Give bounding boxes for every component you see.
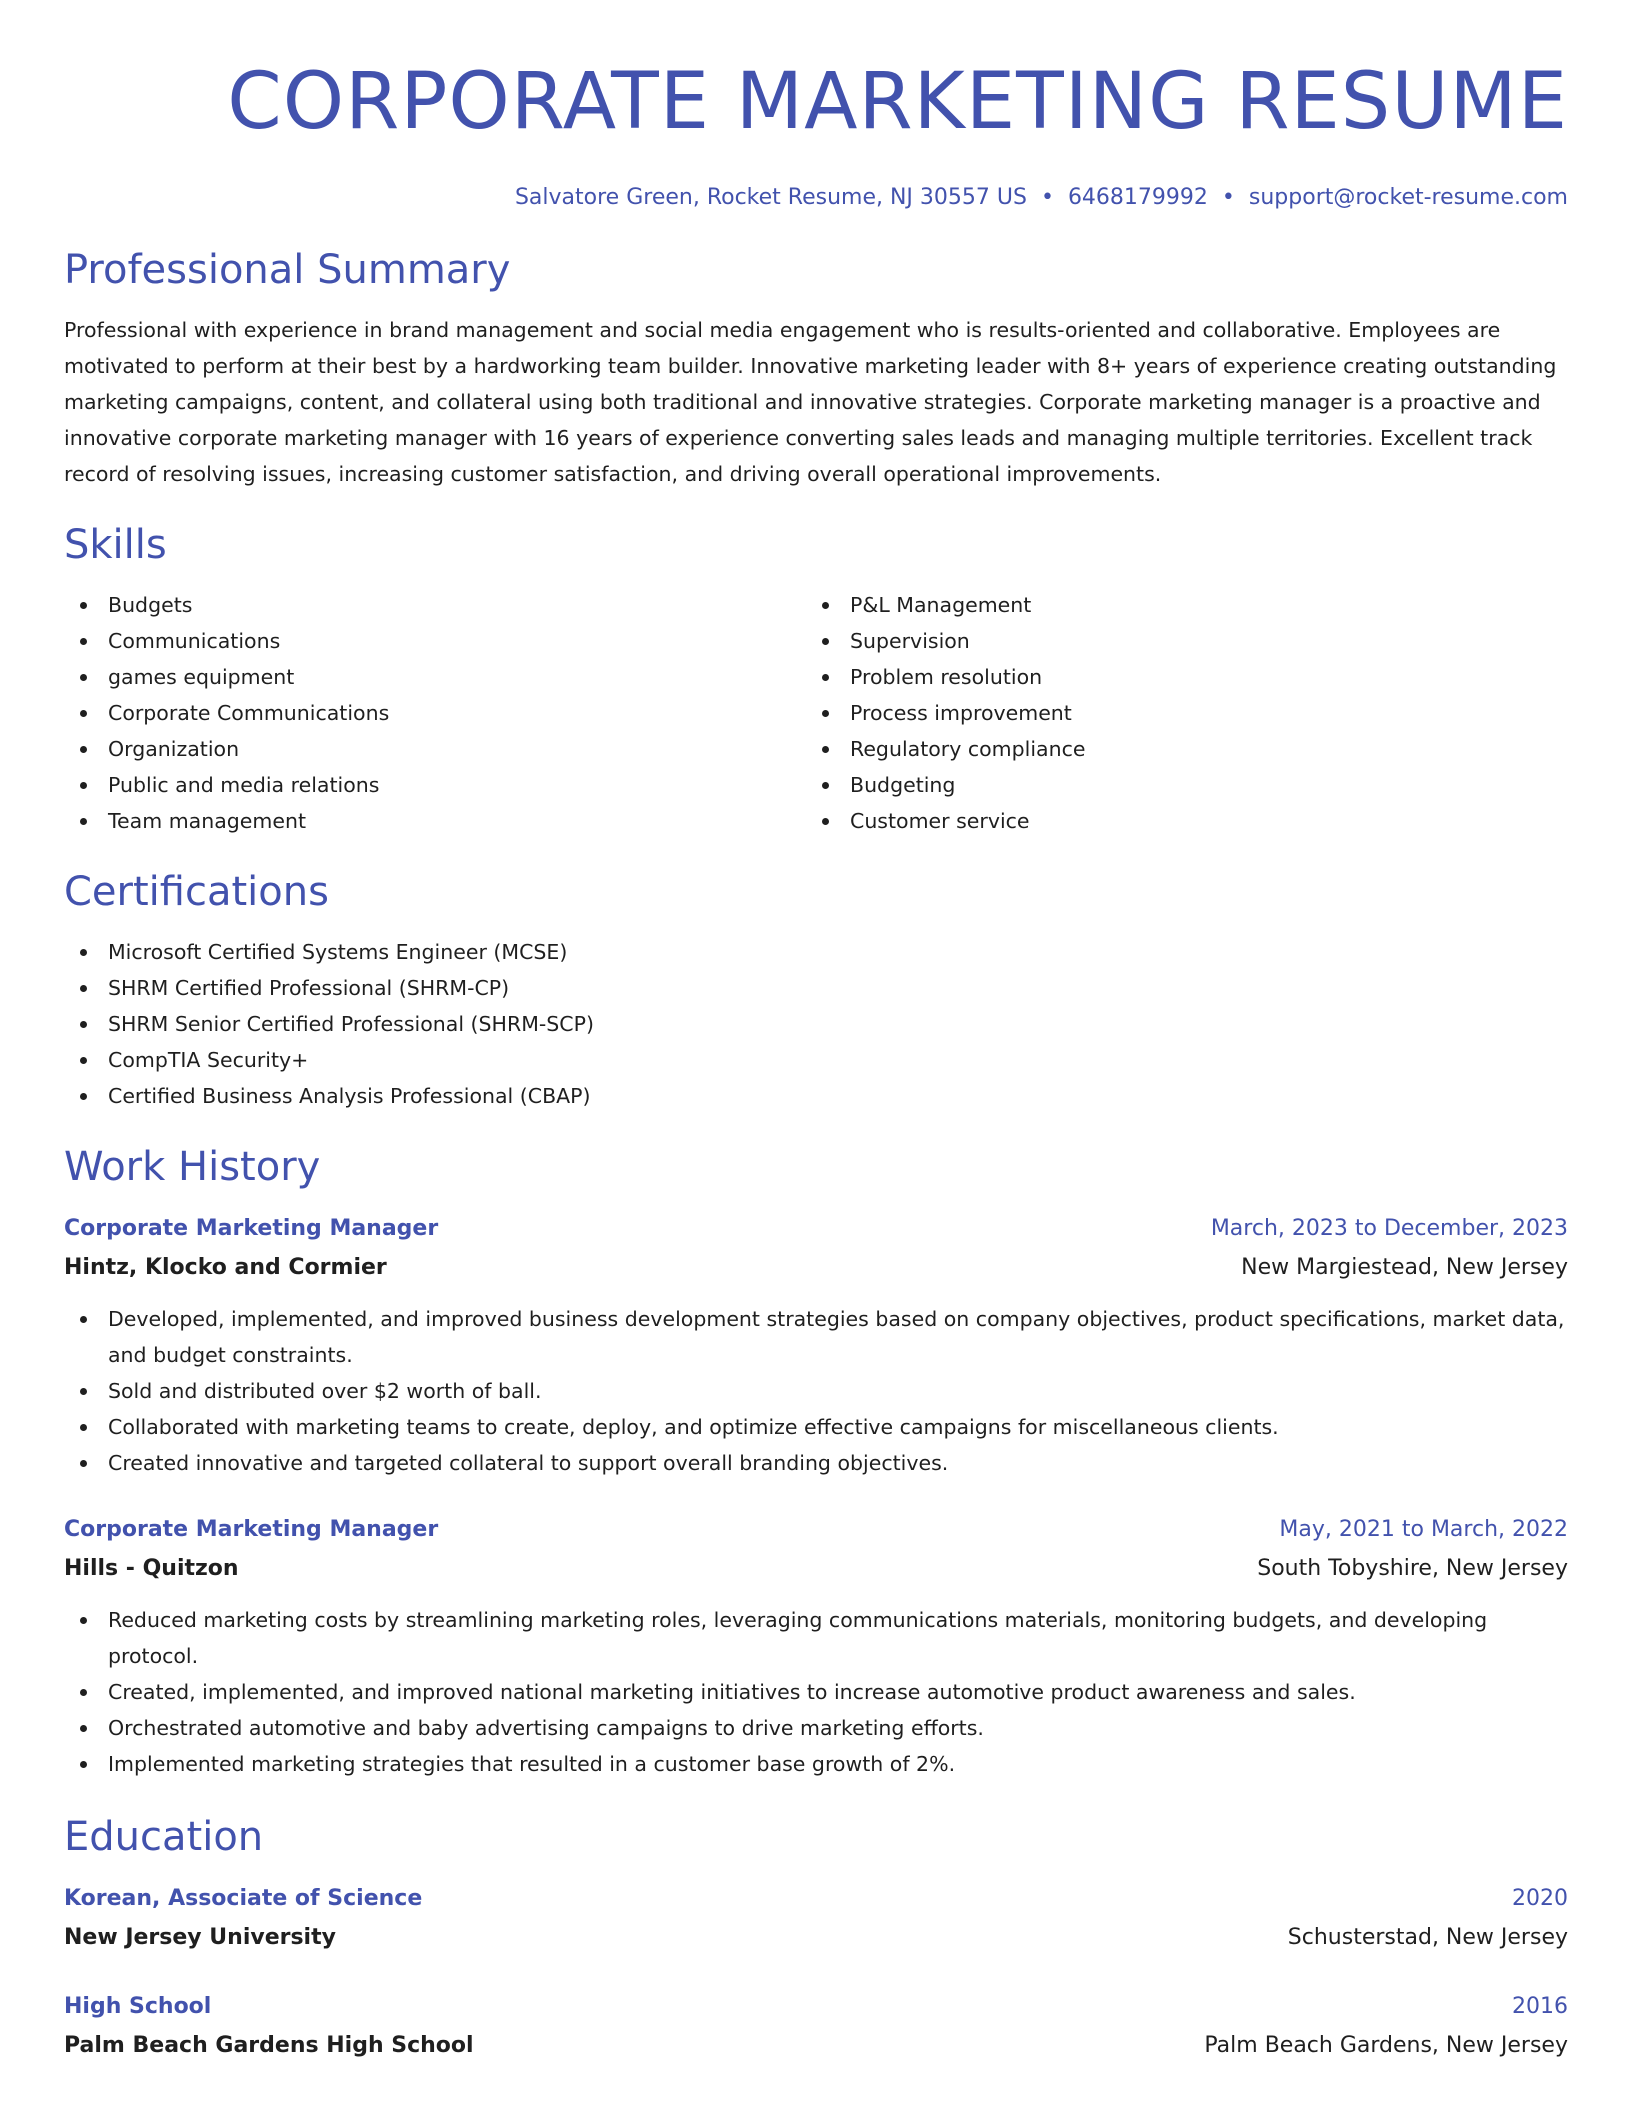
education-degree: High School [64,1994,212,2019]
certification-item: Microsoft Certified Systems Engineer (MCSE) [64,934,1568,970]
skills-list-left [64,587,806,839]
resume-title: CORPORATE MARKETING RESUME [227,57,1568,147]
education-degree: Korean, Associate of Science [64,1886,423,1911]
education-year: 2020 [1512,1886,1568,1911]
education-entry [64,1988,1568,2066]
job-role: Corporate Marketing Manager [64,1216,439,1241]
certification-item: Certified Business Analysis Professional (CBAP) [64,1078,1568,1114]
job-bullets [64,1602,1568,1782]
education-header-row [64,1880,1568,1918]
work-history-heading: Work History [64,1144,321,1190]
job-company-row [64,1248,1568,1288]
contact-separator: • [1040,185,1054,210]
job-bullet: Created innovative and targeted collateral to support overall branding objectives. [64,1445,1568,1481]
education-location: Schusterstad, New Jersey [1287,1925,1568,1950]
certification-item: SHRM Senior Certified Professional (SHRM-SCP) [64,1006,1568,1042]
skill-item: games equipment [64,659,806,695]
contact-address: Salvatore Green, Rocket Resume, NJ 30557 US [514,185,1027,210]
job-dates: May, 2021 to March, 2022 [1279,1517,1568,1542]
contact-line [64,183,1568,213]
job-entry [64,1210,1568,1481]
job-bullet: Developed, implemented, and improved business development strategies based on company objectives, product specifications, market data, and budget constraints. [64,1301,1568,1373]
job-bullet: Created, implemented, and improved national marketing initiatives to increase automotive product awareness and sales. [64,1674,1568,1710]
summary-text: Professional with experience in brand management and social media engagement who is results-oriented and collaborative. Employees are motivated to perform at their best by a hardworking team builder. Innovative marketing leader with 8+ years of experience creating outstanding marketing campaigns, content, and collateral using both traditional and innovative strategies. Corporate marketing manager is a proactive and innovative corporate marketing manager with 16 years of experience converting sales leads and managing multiple territories. Excellent track record of resolving issues, increasing customer satisfaction, and driving overall operational improvements. [64,318,1557,486]
education-header-row [64,1988,1568,2026]
job-bullet: Reduced marketing costs by streamlining marketing roles, leveraging communications materials, monitoring budgets, and developing protocol. [64,1602,1568,1674]
skills-columns [64,587,1568,839]
skill-item: Problem resolution [806,659,1548,695]
job-location: New Margiestead, New Jersey [1241,1255,1568,1280]
contact-separator: • [1221,185,1235,210]
skill-item: Budgets [64,587,806,623]
job-bullet: Sold and distributed over $2 worth of ball. [64,1373,1568,1409]
skill-item: Public and media relations [64,767,806,803]
education-school-row [64,2026,1568,2066]
job-entry [64,1511,1568,1782]
skill-item: P&L Management [806,587,1548,623]
contact-phone: 6468179992 [1067,185,1208,210]
job-company: Hills - Quitzon [64,1556,239,1581]
skill-item: Budgeting [806,767,1548,803]
education-heading: Education [64,1814,264,1860]
education-school-row [64,1918,1568,1958]
skill-item: Organization [64,731,806,767]
education-school: New Jersey University [64,1925,336,1950]
job-role: Corporate Marketing Manager [64,1517,439,1542]
job-header-row [64,1210,1568,1248]
skill-item: Communications [64,623,806,659]
education-school: Palm Beach Gardens High School [64,2033,474,2058]
job-company-row [64,1549,1568,1589]
job-bullet: Collaborated with marketing teams to create, deploy, and optimize effective campaigns for miscellaneous clients. [64,1409,1568,1445]
skill-item: Team management [64,803,806,839]
certification-item: SHRM Certified Professional (SHRM-CP) [64,970,1568,1006]
job-bullet: Implemented marketing strategies that resulted in a customer base growth of 2%. [64,1746,1568,1782]
skill-item: Corporate Communications [64,695,806,731]
certifications-list [64,934,1568,1114]
skills-heading: Skills [64,522,167,568]
education-year: 2016 [1512,1994,1568,2019]
job-location: South Tobyshire, New Jersey [1257,1556,1568,1581]
job-dates: March, 2023 to December, 2023 [1210,1216,1568,1241]
job-bullet: Orchestrated automotive and baby advertising campaigns to drive marketing efforts. [64,1710,1568,1746]
summary-heading: Professional Summary [64,247,511,293]
skill-item: Customer service [806,803,1548,839]
skill-item: Regulatory compliance [806,731,1548,767]
skill-item: Supervision [806,623,1548,659]
skill-item: Process improvement [806,695,1548,731]
job-bullets [64,1301,1568,1481]
skills-list-right [806,587,1548,839]
job-header-row [64,1511,1568,1549]
education-entry [64,1880,1568,1958]
job-company: Hintz, Klocko and Cormier [64,1255,387,1280]
certifications-heading: Certifications [64,869,329,915]
education-location: Palm Beach Gardens, New Jersey [1204,2033,1568,2058]
contact-email: support@rocket-resume.com [1248,185,1568,210]
certification-item: CompTIA Security+ [64,1042,1568,1078]
